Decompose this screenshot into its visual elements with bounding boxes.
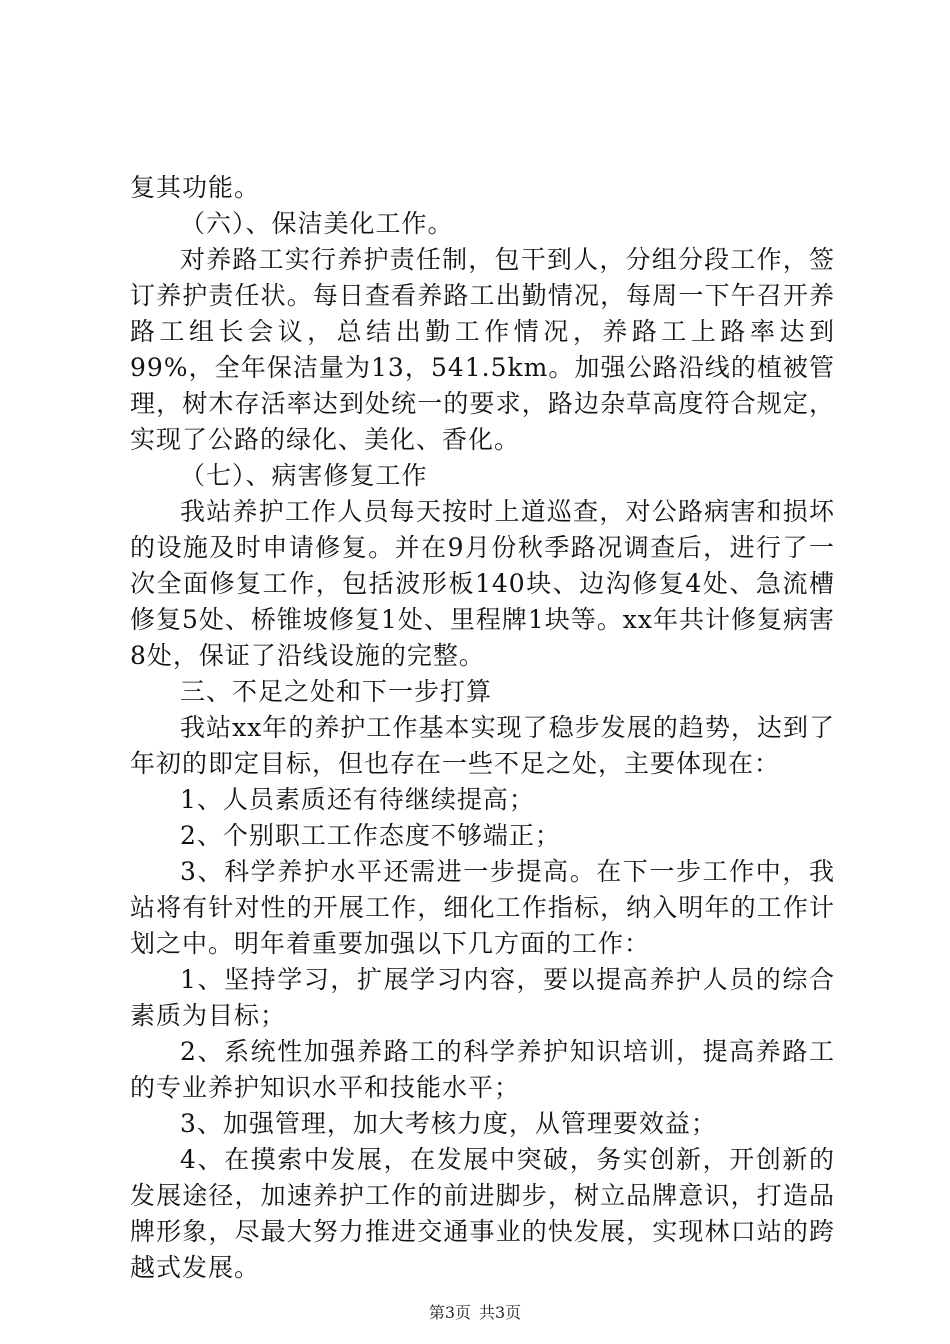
page-number-total: 共3页 <box>479 1303 522 1322</box>
page-footer <box>0 1303 950 1323</box>
list-item: 1、人员素质还有待继续提高； <box>180 785 535 814</box>
paragraph: 对养路工实行养护责任制，包干到人，分组分段工作，签订养护责任状。每日查看养路工出勤情况，每周一下午召开养路工组长会议，总结出勤工作情况，养路工上路率达到99%，全年保洁量为13，541.5km。加强公路沿线的植被管理，树木存活率达到处统一的要求，路边杂草高度符合规定，实现了公路的绿化、美化、香化。 <box>130 245 835 454</box>
page-number-current: 第3页 <box>428 1303 471 1322</box>
list-item: 2、个别职工工作态度不够端正； <box>180 821 561 850</box>
list-item: 3、科学养护水平还需进一步提高。在下一步工作中，我站将有针对性的开展工作，细化工作指标，纳入明年的工作计划之中。明年着重要加强以下几方面的工作： <box>130 857 835 958</box>
paragraph: 我站养护工作人员每天按时上道巡查，对公路病害和损坏的设施及时申请修复。并在9月份秋季路况调查后，进行了一次全面修复工作，包括波形板140块、边沟修复4处、急流槽修复5处、桥锥坡修复1处、里程牌1块等。xx年共计修复病害8处，保证了沿线设施的完整。 <box>130 497 835 670</box>
list-item: 1、坚持学习，扩展学习内容，要以提高养护人员的综合素质为目标； <box>130 965 835 1030</box>
document-body <box>130 170 835 1286</box>
list-item: 2、系统性加强养路工的科学养护知识培训，提高养路工的专业养护知识水平和技能水平； <box>130 1037 835 1102</box>
section-heading: （六）、保洁美化工作。 <box>180 209 454 238</box>
paragraph: 我站xx年的养护工作基本实现了稳步发展的趋势，达到了年初的即定目标，但也存在一些不足之处，主要体现在： <box>130 713 835 778</box>
section-heading: 三、不足之处和下一步打算 <box>180 677 493 706</box>
list-item: 3、加强管理，加大考核力度，从管理要效益； <box>180 1109 717 1138</box>
section-heading: （七）、病害修复工作 <box>180 461 428 490</box>
paragraph: 复其功能。 <box>130 173 261 202</box>
list-item: 4、在摸索中发展，在发展中突破，务实创新，开创新的发展途径，加速养护工作的前进脚步，树立品牌意识，打造品牌形象，尽最大努力推进交通事业的快发展，实现林口站的跨越式发展。 <box>130 1145 835 1282</box>
